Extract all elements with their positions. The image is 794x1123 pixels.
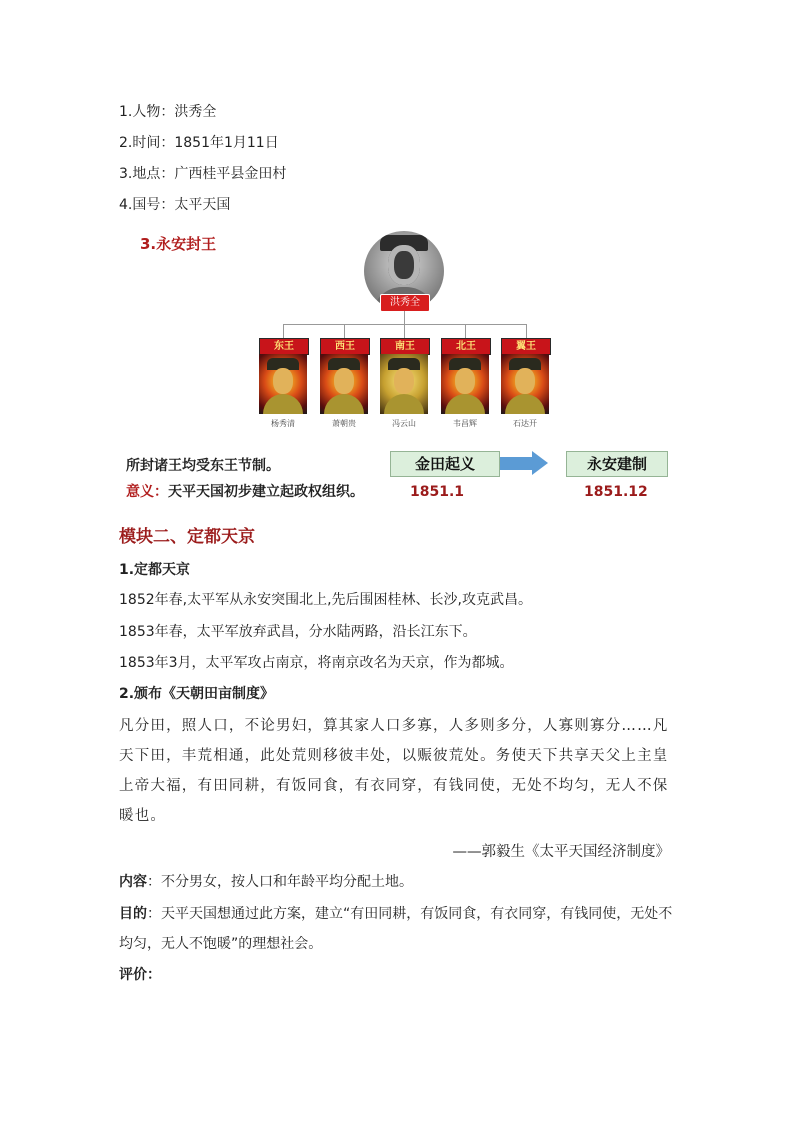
king-name-east: 杨秀清 — [271, 419, 295, 428]
tree-connector — [404, 311, 405, 324]
purpose-text-cont: 均匀，无人不饱暖”的理想社会。 — [119, 936, 323, 952]
section1-line: 1853年春，太平军放弃武昌，分水陆两路，沿长江东下。 — [119, 624, 477, 640]
fact-country: 4.国号：太平天国 — [119, 197, 231, 213]
king-portrait-west — [320, 354, 368, 414]
diagram-note: 所封诸王均受东王节制。 — [126, 458, 280, 474]
flow-box-start: 金田起义 — [390, 451, 500, 477]
king-title-south: 南王 — [380, 338, 430, 355]
king-name-west: 萧朝贵 — [332, 419, 356, 428]
content-label: 内容 — [119, 874, 147, 890]
king-name-north: 韦昌辉 — [453, 419, 477, 428]
fact-time: 2.时间：1851年1月11日 — [119, 135, 279, 151]
king-title-wing: 翼王 — [501, 338, 551, 355]
quote-citation: ——郭毅生《太平天国经济制度》 — [452, 844, 670, 860]
flow-date-start: 1851.1 — [410, 484, 465, 500]
purpose-label: 目的 — [119, 906, 147, 922]
section1-line: 1852年春,太平军从永安突围北上,先后围困桂林、长沙,攻克武昌。 — [119, 592, 532, 608]
section1-line: 1853年3月，太平军攻占南京，将南京改名为天京，作为都城。 — [119, 655, 514, 671]
king-name-wing: 石达开 — [513, 419, 537, 428]
leader-name: 洪秀全 — [380, 294, 430, 312]
evaluation-label: 评价： — [119, 967, 161, 983]
king-title-east: 东王 — [259, 338, 309, 355]
significance-label: 意义： — [126, 484, 168, 500]
quote-line: 上帝大福，有田同耕，有饭同食，有衣同穿，有钱同使，无处不均匀，无人不保 — [119, 778, 669, 794]
fact-place: 3.地点：广西桂平县金田村 — [119, 166, 287, 182]
module-title: 模块二、定都天京 — [119, 527, 255, 547]
king-name-south: 冯云山 — [392, 419, 416, 428]
flow-arrow-icon — [500, 457, 532, 470]
king-title-north: 北王 — [441, 338, 491, 355]
quote-line: 天下田，丰荒相通，此处荒则移彼丰处，以赈彼荒处。务使天下共享天父上主皇 — [119, 748, 669, 764]
king-title-west: 西王 — [320, 338, 370, 355]
king-portrait-south — [380, 354, 428, 414]
section1-heading: 1.定都天京 — [119, 562, 191, 578]
flow-box-end: 永安建制 — [566, 451, 668, 477]
king-portrait-wing — [501, 354, 549, 414]
content-text: ：不分男女，按人口和年龄平均分配土地。 — [147, 874, 413, 890]
diagram-heading: 3.永安封王 — [140, 235, 217, 253]
flow-date-end: 1851.12 — [584, 484, 648, 500]
king-portrait-north — [441, 354, 489, 414]
king-portrait-east — [259, 354, 307, 414]
section2-heading: 2.颁布《天朝田亩制度》 — [119, 686, 275, 702]
fact-person: 1.人物：洪秀全 — [119, 104, 217, 120]
quote-line: 暖也。 — [119, 808, 167, 824]
quote-line: 凡分田，照人口，不论男妇，算其家人口多寡，人多则多分，人寡则寡分……凡 — [119, 718, 669, 734]
purpose-text: ：天平天国想通过此方案，建立“有田同耕，有饭同食，有衣同穿，有钱同使，无处不 — [147, 906, 673, 922]
significance-text: 天平天国初步建立起政权组织。 — [168, 484, 364, 500]
